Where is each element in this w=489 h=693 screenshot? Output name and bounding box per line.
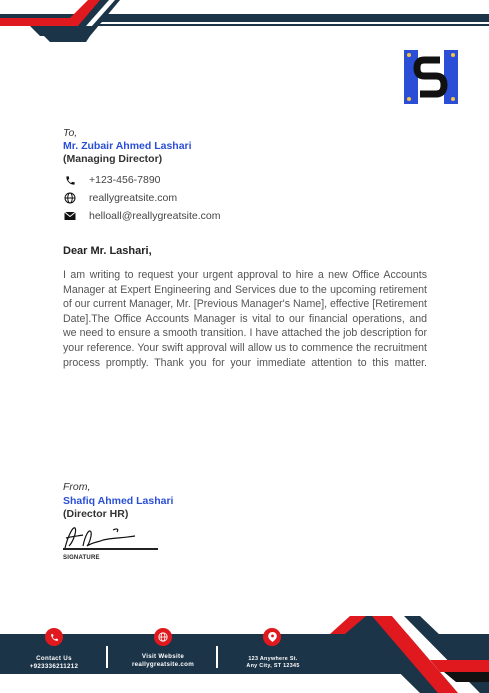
sender-name: Shafiq Ahmed Lashari [63,494,174,507]
header-decoration [0,0,489,50]
contact-website [63,191,177,205]
footer-address [230,656,316,669]
footer-decoration [0,612,489,693]
footer-website-title: Visit Website [141,653,185,660]
signature-label: SIGNATURE [63,555,100,561]
footer-address-line2: Any City, ST 12345 [246,662,300,669]
footer-address-line1: 123 Anywhere St. [248,656,298,662]
phone-text[interactable]: +123-456-7890 [89,174,161,186]
mail-icon [63,209,77,223]
phone-icon [63,173,77,187]
recipient-name: Mr. Zubair Ahmed Lashari [63,140,192,152]
footer-contact-title: Contact Us [36,655,72,662]
company-logo [404,50,458,104]
letter-body: I am writing to request your urgent approval to hire a new Office Accounts Manager at Expert Engineering and Services due to the upcoming retirement of our current Manager, Mr. [Previous Manager's Name], effective [Retirement Date].The Office Accounts Manager is vital to our financial operations, and we need to ensure a smooth transition. I have attached the job description for your reference. Your swift approval will allow us to commence the recruitment process promptly. Thank you for your immediate attention to this matter. [63,269,427,369]
to-label: To, [63,127,78,139]
from-label: From, [63,481,91,493]
sender-role: (Director HR) [63,508,129,520]
footer-website [120,653,206,668]
contact-email [63,209,220,223]
contact-phone [63,173,161,187]
footer-divider [216,646,218,668]
footer-location-icon [263,628,281,646]
email-text[interactable]: helloall@reallygreatsite.com [89,210,221,222]
sender-block [63,481,173,522]
footer-contact [18,655,90,670]
footer-website-value[interactable]: reallygreatsite.com [131,660,195,668]
salutation: Dear Mr. Lashari, [63,245,152,257]
globe-icon [63,191,77,205]
recipient-role: (Managing Director) [63,153,163,165]
recipient-block [63,127,192,166]
website-text[interactable]: reallygreatsite.com [89,192,178,204]
footer-globe-icon [154,628,172,646]
footer-divider [106,646,108,668]
footer-contact-value[interactable]: +923336211212 [29,662,79,670]
handwritten-signature [63,518,159,552]
footer-phone-icon [45,628,63,646]
signature-line [63,548,158,550]
